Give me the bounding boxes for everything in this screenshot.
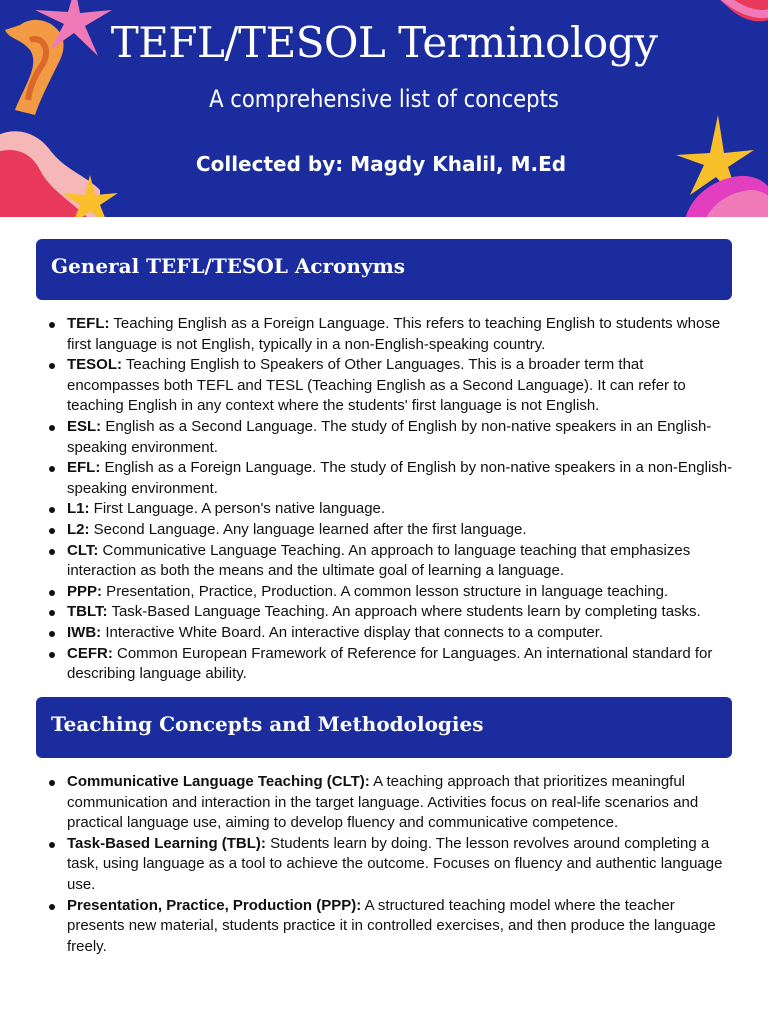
list-item (36, 417, 736, 458)
bullet-icon (49, 466, 55, 472)
item-text: Interactive White Board. An interactive display that connects to a computer. (101, 623, 604, 641)
item-text: A structured teaching model where the teacher presents new material, students practice it in controlled exercises, and then produce the language freely. (67, 896, 716, 955)
item-term: CLT: (67, 541, 99, 559)
item-term: TEFL: (67, 315, 110, 332)
list-item (36, 314, 736, 355)
list-item (36, 644, 736, 685)
list-item (36, 355, 736, 417)
methodologies-list (36, 772, 736, 957)
list-item (36, 834, 736, 896)
list-item (36, 602, 736, 623)
list-item (36, 896, 736, 958)
list-item (36, 541, 736, 582)
bullet-icon (49, 780, 55, 786)
item-text: Second Language. Any language learned after the first language. (89, 520, 527, 538)
item-text: A teaching approach that prioritizes meaningful communication and interaction in the target language. Activities focus on real-life scenarios and practical language use, aiming to develop fluency and communicative competence. (67, 773, 699, 832)
item-text: Communicative Language Teaching. An approach to language teaching that emphasizes interaction as both the means and the ultimate goal of learning a language. (67, 541, 691, 580)
list-item (36, 458, 736, 499)
item-text: Common European Framework of Reference for Languages. An international standard for describing language ability. (67, 644, 713, 683)
acronyms-list (36, 314, 736, 685)
item-text: English as a Second Language. The study of English by non-native speakers in an English-speaking environment. (67, 417, 712, 456)
list-item (36, 772, 736, 834)
bullet-icon (49, 904, 55, 910)
bullet-icon (49, 528, 55, 534)
item-text: First Language. A person's native language. (89, 500, 386, 518)
item-term: EFL: (67, 459, 101, 477)
item-term: TBLT: (67, 603, 108, 621)
bullet-icon (49, 322, 55, 328)
bullet-icon (49, 363, 55, 369)
item-term: TESOL: (67, 356, 122, 374)
header-banner (0, 0, 768, 217)
item-term: PPP: (67, 582, 103, 600)
item-text: Presentation, Practice, Production. A common lesson structure in language teaching. (102, 582, 669, 600)
item-term: Presentation, Practice, Production (PPP): (67, 896, 362, 914)
list-item (36, 499, 736, 520)
item-term: Communicative Language Teaching (CLT): (67, 773, 370, 790)
bullet-icon (49, 549, 55, 555)
bullet-icon (49, 425, 55, 431)
page-subtitle: A comprehensive list of concepts (209, 85, 559, 113)
list-item (36, 520, 736, 541)
item-text: Task-Based Language Teaching. An approach where students learn by completing tasks. (107, 603, 701, 621)
list-item (36, 582, 736, 603)
bullet-icon (49, 610, 55, 616)
item-term: L2: (67, 520, 90, 538)
item-term: CEFR: (67, 644, 113, 662)
bullet-icon (49, 842, 55, 848)
item-term: ESL: (67, 417, 102, 435)
author-credit: Collected by: Magdy Khalil, M.Ed (195, 152, 567, 176)
item-term: Task-Based Learning (TBL): (67, 834, 266, 852)
item-text: Teaching English to Speakers of Other Languages. This is a broader term that encompasses both TEFL and TESL (Teaching English as a Second Language). It can refer to teaching English in any context where the students' first language is not English. (67, 356, 686, 415)
yellow-star-decoration (60, 175, 120, 217)
item-text: Teaching English as a Foreign Language. This refers to teaching English to students whose first language is not English, typically in a non-English-speaking country. (67, 315, 721, 353)
item-term: IWB: (67, 623, 102, 641)
list-item (36, 623, 736, 644)
bullet-icon (49, 631, 55, 637)
bullet-icon (49, 590, 55, 596)
item-term: L1: (67, 500, 90, 518)
section-heading-acronyms: General TEFL/TESOL Acronyms (36, 239, 732, 300)
bullet-icon (49, 507, 55, 513)
item-text: Students learn by doing. The lesson revolves around completing a task, using language as a tool to achieve the outcome. Focuses on fluency and authentic language use. (67, 834, 723, 893)
section-heading-methodologies: Teaching Concepts and Methodologies (36, 697, 732, 758)
page-title: TEFL/TESOL Terminology (110, 18, 658, 67)
item-text: English as a Foreign Language. The study of English by non-native speakers in a non-English-speaking environment. (67, 459, 733, 497)
bullet-icon (49, 652, 55, 658)
